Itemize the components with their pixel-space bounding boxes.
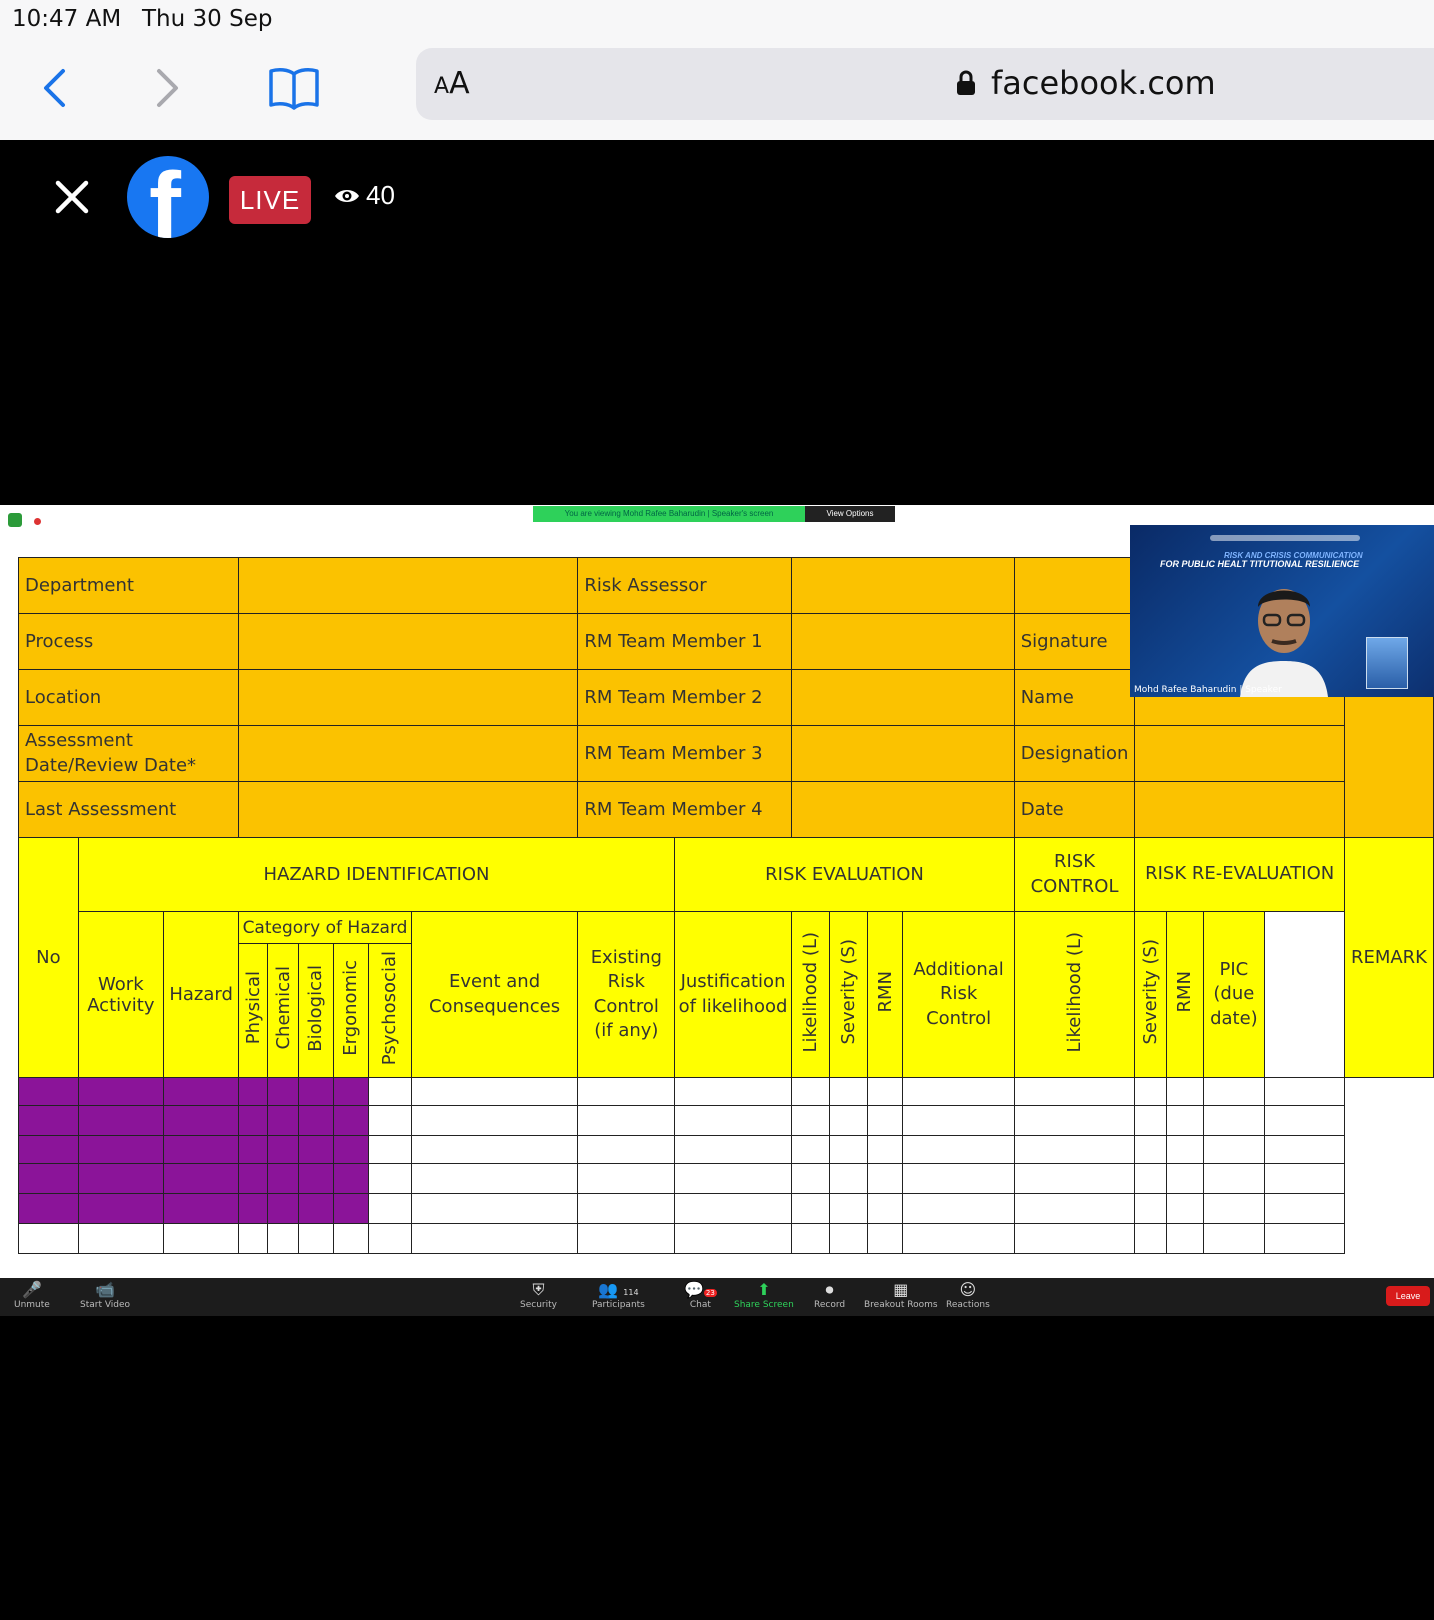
label-risk-assessor: Risk Assessor [578,558,791,614]
data-rows [19,1078,1434,1254]
table-row [19,1078,1434,1106]
header-rmn: RMN [874,971,896,1013]
table-cell[interactable] [1014,1194,1135,1224]
header-severity: Severity (S) [837,939,859,1045]
facebook-logo-icon: f [127,156,209,238]
value-designation[interactable] [1135,726,1345,782]
table-cell[interactable] [239,1194,268,1224]
table-cell[interactable] [268,1136,299,1164]
table-row [19,1106,1434,1136]
table-cell[interactable] [903,1078,1014,1106]
table-cell[interactable] [1203,1106,1265,1136]
table-cell[interactable] [791,1224,829,1254]
zoom-toolbar [0,1278,1434,1316]
address-bar[interactable] [416,48,1434,120]
url-text: facebook.com [991,64,1216,102]
table-cell[interactable] [19,1078,79,1106]
zoom-top-bar [0,505,1434,527]
close-button[interactable] [50,175,94,219]
header-risk-re-evaluation: RISK RE-EVALUATION [1135,838,1345,912]
table-cell[interactable] [1014,1078,1135,1106]
shield-security-icon: ⛨ [532,1280,545,1299]
participants-button[interactable]: 👥 114 Participants [592,1280,645,1310]
table-cell[interactable] [1203,1078,1265,1106]
microphone-muted-icon: 🎤 [21,1280,42,1299]
table-cell[interactable] [867,1224,903,1254]
table-cell[interactable] [78,1224,163,1254]
security-button[interactable]: ⛨ Security [520,1280,557,1310]
table-cell[interactable] [867,1078,903,1106]
close-icon [50,175,94,219]
header-hazard: Hazard [163,912,238,1078]
recording-dot-icon [34,518,41,525]
table-cell[interactable] [369,1106,412,1136]
leave-button[interactable]: Leave [1386,1286,1430,1306]
table-cell[interactable] [1166,1164,1203,1194]
reactions-button[interactable]: ☺ Reactions [946,1280,990,1310]
table-cell[interactable] [19,1224,79,1254]
table-cell[interactable] [19,1106,79,1136]
table-cell[interactable] [867,1194,903,1224]
table-cell[interactable] [791,1164,829,1194]
table-cell[interactable] [903,1106,1014,1136]
header-ergonomic: Ergonomic [340,960,362,1056]
book-cover-icon [1366,637,1408,689]
browser-toolbar [0,46,1434,140]
value-last-assessment[interactable] [239,782,578,838]
table-cell[interactable] [1135,1194,1166,1224]
table-cell[interactable] [1166,1224,1203,1254]
table-row [19,1164,1434,1194]
table-cell[interactable] [1265,1194,1345,1224]
label-designation: Designation [1014,726,1135,782]
table-cell[interactable] [903,1224,1014,1254]
status-date: Thu 30 Sep [142,6,273,32]
table-row [19,1136,1434,1164]
header-biological: Biological [305,964,327,1052]
table-cell[interactable] [829,1164,867,1194]
table-cell[interactable] [333,1194,369,1224]
table-cell[interactable] [163,1224,238,1254]
table-cell[interactable] [1166,1194,1203,1224]
table-cell[interactable] [299,1224,333,1254]
table-cell[interactable] [369,1136,412,1164]
table-row [19,1194,1434,1224]
table-cell[interactable] [675,1164,791,1194]
table-cell[interactable] [369,1224,412,1254]
table-cell[interactable] [163,1136,238,1164]
table-cell[interactable] [1203,1164,1265,1194]
table-cell[interactable] [333,1078,369,1106]
reader-aa-button[interactable]: AA [434,66,470,101]
speaker-video-thumbnail[interactable] [1130,525,1434,697]
table-cell[interactable] [675,1136,791,1164]
header-remark: REMARK [1344,838,1433,1078]
table-cell[interactable] [1135,1106,1166,1136]
table-cell[interactable] [578,1164,675,1194]
table-cell[interactable] [1265,1106,1345,1136]
table-cell[interactable] [78,1078,163,1106]
label-process: Process [19,614,239,670]
share-screen-button[interactable]: ⬆ Share Screen [734,1280,794,1310]
table-cell[interactable] [268,1164,299,1194]
table-cell[interactable] [163,1164,238,1194]
table-cell[interactable] [411,1224,578,1254]
header-chemical: Chemical [272,966,294,1050]
speaker-caption: Mohd Rafee Baharudin | Speaker [1134,685,1282,695]
zoom-shared-screen [0,505,1434,1315]
label-rm-member-2: RM Team Member 2 [578,670,791,726]
table-cell[interactable] [1135,1136,1166,1164]
book-icon [268,66,320,110]
eye-icon [334,187,360,205]
header-additional-risk-control: Additional Risk Control [903,912,1014,1078]
video-off-icon: 📹 [95,1280,115,1299]
header-existing-risk-control: Existing Risk Control (if any) [578,912,675,1078]
shield-icon [8,513,22,527]
table-cell[interactable] [411,1106,578,1136]
table-cell[interactable] [903,1164,1014,1194]
table-cell[interactable] [163,1194,238,1224]
reactions-icon: ☺ [959,1280,977,1299]
logos-strip [1210,535,1360,541]
table-cell[interactable] [675,1194,791,1224]
label-name: Name [1014,670,1135,726]
header-category-of-hazard: Category of Hazard [239,912,411,944]
breakout-rooms-icon: ▦ [893,1280,909,1299]
label-rm-member-1: RM Team Member 1 [578,614,791,670]
status-time: 10:47 AM [12,6,122,32]
table-cell[interactable] [829,1194,867,1224]
table-cell[interactable] [369,1194,412,1224]
value-process[interactable] [239,614,578,670]
table-cell[interactable] [578,1078,675,1106]
chevron-right-icon [153,67,183,109]
speaker-person-icon [1236,571,1332,697]
bookmarks-button[interactable] [264,60,324,116]
header-pic: PIC (due date) [1203,912,1265,1078]
table-cell[interactable] [268,1106,299,1136]
table-cell[interactable] [829,1224,867,1254]
header-psychosocial: Psychosocial [379,950,401,1066]
value-rm-member-1[interactable] [791,614,1014,670]
table-cell[interactable] [19,1136,79,1164]
label-last-assessment: Last Assessment [19,782,239,838]
header-risk-control: RISK CONTROL [1014,838,1135,912]
table-cell[interactable] [1014,1164,1135,1194]
table-cell[interactable] [1135,1224,1166,1254]
table-cell[interactable] [239,1164,268,1194]
table-cell[interactable] [239,1224,268,1254]
live-badge: LIVE [229,176,311,224]
table-cell[interactable] [829,1106,867,1136]
table-cell[interactable] [78,1106,163,1136]
table-cell[interactable] [268,1194,299,1224]
table-cell[interactable] [903,1194,1014,1224]
value-department[interactable] [239,558,578,614]
table-cell[interactable] [675,1224,791,1254]
label-rm-member-4: RM Team Member 4 [578,782,791,838]
label-rm-member-3: RM Team Member 3 [578,726,791,782]
table-cell[interactable] [1265,1078,1345,1106]
table-cell[interactable] [78,1164,163,1194]
speaker-title: FOR PUBLIC HEALT TITUTIONAL RESILIENCE [1160,559,1360,569]
header-physical: Physical [242,971,264,1045]
table-row [19,1224,1434,1254]
viewer-count-value: 40 [366,180,395,210]
table-cell[interactable] [411,1078,578,1106]
table-cell[interactable] [299,1106,333,1136]
back-button[interactable] [26,60,82,116]
label-signature: Signature [1014,614,1135,670]
value-rm-member-2[interactable] [791,670,1014,726]
table-cell[interactable] [1265,1136,1345,1164]
header-event-consequences: Event and Consequences [411,912,578,1078]
header-justification: Justification of likelihood [675,912,791,1078]
table-cell[interactable] [791,1078,829,1106]
label-assessment-date: Assessment Date/Review Date* [19,726,239,782]
table-cell[interactable] [1135,1078,1166,1106]
table-cell[interactable] [1135,1164,1166,1194]
chevron-left-icon [39,67,69,109]
forward-button[interactable] [140,60,196,116]
header-risk-evaluation: RISK EVALUATION [675,838,1014,912]
label-location: Location [19,670,239,726]
viewer-count [334,180,395,211]
table-cell[interactable] [333,1224,369,1254]
table-cell[interactable] [411,1194,578,1224]
unmute-button[interactable]: 🎤 Unmute [14,1280,50,1310]
table-cell[interactable] [829,1078,867,1106]
value-location[interactable] [239,670,578,726]
table-cell[interactable] [239,1106,268,1136]
table-cell[interactable] [1265,1224,1345,1254]
table-cell[interactable] [299,1194,333,1224]
header-rmn-re: RMN [1174,971,1196,1013]
value-risk-assessor[interactable] [791,558,1014,614]
table-cell[interactable] [791,1136,829,1164]
table-cell[interactable] [239,1136,268,1164]
view-options-button[interactable]: View Options [805,506,895,522]
table-cell[interactable] [829,1136,867,1164]
participants-icon: 👥 114 [598,1280,639,1299]
record-button[interactable]: ⏺ Record [814,1280,846,1310]
table-cell[interactable] [333,1136,369,1164]
lock-icon [956,70,976,96]
table-cell[interactable] [369,1078,412,1106]
record-icon: ⏺ [825,1280,834,1299]
header-likelihood: Likelihood (L) [799,931,821,1053]
header-likelihood-re: Likelihood (L) [1064,931,1086,1053]
table-cell[interactable] [19,1194,79,1224]
table-cell[interactable] [299,1136,333,1164]
table-cell[interactable] [1014,1224,1135,1254]
value-rm-member-4[interactable] [791,782,1014,838]
table-cell[interactable] [163,1078,238,1106]
table-cell[interactable] [369,1164,412,1194]
table-cell[interactable] [578,1224,675,1254]
table-cell[interactable] [268,1224,299,1254]
table-cell[interactable] [578,1106,675,1136]
table-cell[interactable] [1166,1106,1203,1136]
table-cell[interactable] [675,1106,791,1136]
chat-button[interactable]: 💬 23 Chat [684,1280,715,1310]
table-cell[interactable] [867,1106,903,1136]
label-department: Department [19,558,239,614]
table-cell[interactable] [1166,1078,1203,1106]
table-cell[interactable] [78,1136,163,1164]
table-cell[interactable] [791,1194,829,1224]
table-cell[interactable] [1014,1106,1135,1136]
breakout-rooms-button[interactable]: ▦ Breakout Rooms [864,1280,938,1310]
table-cell[interactable] [239,1078,268,1106]
table-cell[interactable] [1265,1164,1345,1194]
status-bar [0,0,1434,46]
table-cell[interactable] [19,1164,79,1194]
table-cell[interactable] [1203,1194,1265,1224]
table-cell[interactable] [675,1078,791,1106]
header-hazard-identification: HAZARD IDENTIFICATION [78,838,675,912]
table-cell[interactable] [1014,1136,1135,1164]
table-cell[interactable] [411,1136,578,1164]
table-cell[interactable] [578,1194,675,1224]
table-cell[interactable] [78,1194,163,1224]
value-assessment-date[interactable] [239,726,578,782]
table-cell[interactable] [299,1078,333,1106]
table-cell[interactable] [1166,1136,1203,1164]
table-cell[interactable] [1203,1224,1265,1254]
table-cell[interactable] [903,1136,1014,1164]
table-cell[interactable] [867,1164,903,1194]
value-rm-member-3[interactable] [791,726,1014,782]
table-cell[interactable] [578,1136,675,1164]
table-cell[interactable] [333,1164,369,1194]
speaker-title-top: RISK AND CRISIS COMMUNICATION [1224,551,1363,560]
table-cell[interactable] [411,1164,578,1194]
table-cell[interactable] [791,1106,829,1136]
viewing-banner: You are viewing Mohd Rafee Baharudin | Speaker's screen [533,506,805,522]
share-screen-icon: ⬆ [757,1280,771,1299]
table-cell[interactable] [867,1136,903,1164]
chat-icon: 💬 23 [684,1280,715,1299]
table-cell[interactable] [1203,1136,1265,1164]
header-severity-re: Severity (S) [1140,939,1162,1045]
header-work-activity: Work Activity [78,912,163,1078]
value-date[interactable] [1135,782,1345,838]
table-cell[interactable] [299,1164,333,1194]
label-date: Date [1014,782,1135,838]
start-video-button[interactable]: 📹 Start Video [80,1280,131,1310]
header-no: No [19,838,79,1078]
table-cell[interactable] [333,1106,369,1136]
table-cell[interactable] [163,1106,238,1136]
table-cell[interactable] [268,1078,299,1106]
